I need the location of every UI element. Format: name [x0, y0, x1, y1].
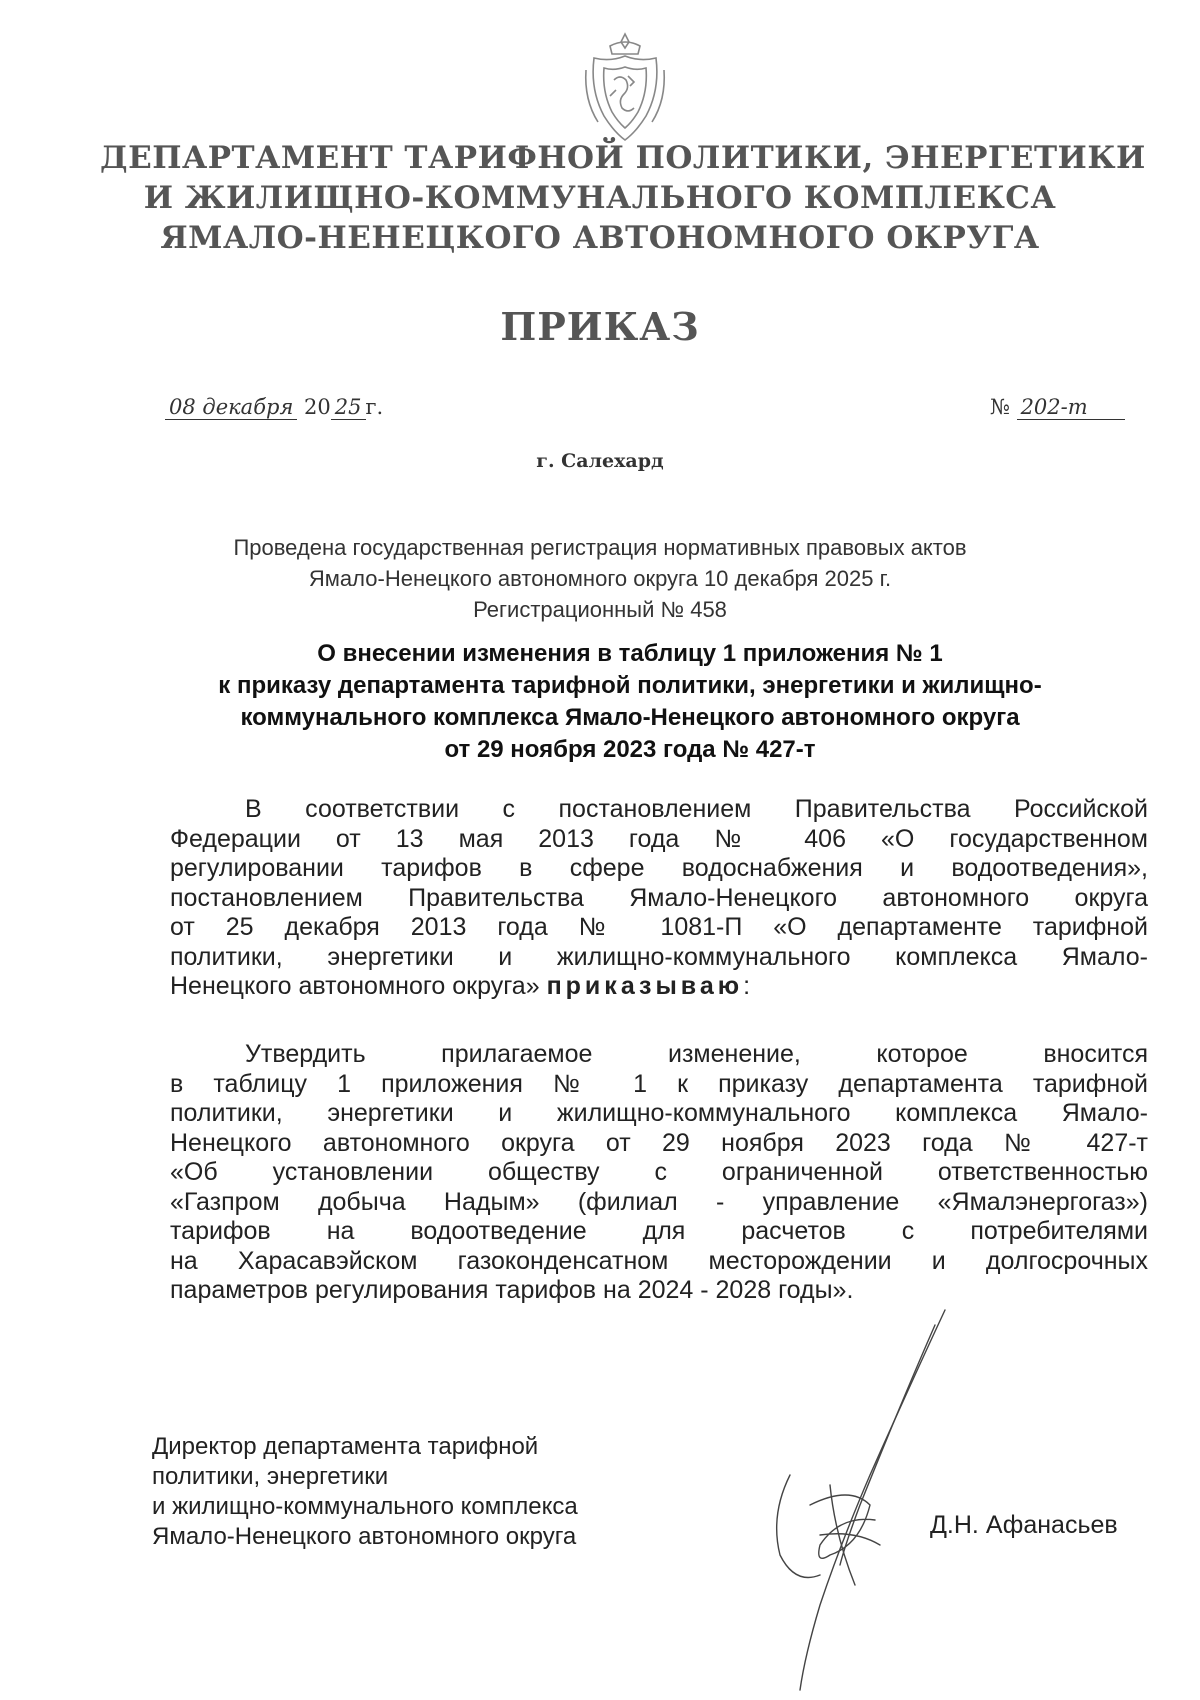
preamble-line: постановлением Правительства Ямало-Ненецкого автономного округа: [170, 883, 1148, 912]
department-name-line-3: ЯМАЛО-НЕНЕЦКОГО АВТОНОМНОГО ОКРУГА: [160, 220, 1040, 256]
colon: :: [743, 972, 751, 1000]
preamble-line: регулировании тарифов в сфере водоснабжения и водоотведения»,: [170, 854, 1148, 882]
signatory-position: [152, 1432, 578, 1552]
handwritten-year: 25: [331, 395, 366, 420]
decision-line: политики, энергетики и жилищно-коммунального комплекса Ямало-: [170, 1099, 1148, 1127]
decision-line: на Харасавэйском газоконденсатном месторождении и долгосрочных: [170, 1246, 1148, 1275]
decision-line: в таблицу 1 приложения № 1 к приказу департамента тарифной: [170, 1069, 1148, 1098]
handwritten-number: 202-т: [1017, 395, 1125, 420]
preamble-paragraph: [170, 795, 1148, 1002]
decision-line: «Газпром добыча Надым» (филиал - управление «Ямалэнергогаз»): [170, 1187, 1148, 1216]
position-line: Ямало-Ненецкого автономного округа: [152, 1523, 577, 1550]
position-line: и жилищно-коммунального комплекса: [152, 1493, 578, 1520]
year-prefix: 20: [304, 395, 331, 419]
decision-line: Ненецкого автономного округа от 29 ноября 2023 года № 427-т: [170, 1128, 1148, 1157]
signer-name: Д.Н. Афанасьев: [930, 1511, 1118, 1539]
decision-line: параметров регулирования тарифов на 2024 - 2028 годы».: [170, 1276, 854, 1304]
position-line: политики, энергетики: [152, 1463, 389, 1490]
coat-of-arms-emblem-icon: [580, 30, 670, 145]
decision-line: Утвердить прилагаемое изменение, которое вносится: [245, 1040, 1148, 1068]
order-date: [165, 395, 383, 420]
position-line: Директор департамента тарифной: [152, 1433, 539, 1460]
registration-line-2: Ямало-Ненецкого автономного округа 10 декабря 2025 г.: [308, 566, 892, 591]
decision-line: «Об установлении обществу с ограниченной ответственностью: [170, 1158, 1148, 1186]
department-name-line-2: И ЖИЛИЩНО-КОММУНАЛЬНОГО КОМПЛЕКСА: [143, 180, 1057, 216]
number-prefix: №: [990, 395, 1010, 419]
decision-paragraph: [170, 1040, 1148, 1306]
document-type-title: ПРИКАЗ: [500, 304, 700, 349]
registration-line-3: Регистрационный № 458: [473, 597, 727, 622]
preamble-last-text: Ненецкого автономного округа»: [170, 972, 540, 1000]
handwritten-date: 08 декабря: [165, 395, 297, 420]
registration-line-1: Проведена государственная регистрация нормативных правовых актов: [233, 535, 967, 560]
preamble-line: В соответствии с постановлением Правительства Российской: [245, 795, 1148, 823]
order-title-line-2: к приказу департамента тарифной политики, энергетики и жилищно-: [218, 672, 1042, 699]
order-number: [990, 395, 1125, 420]
city: г. Салехард: [536, 450, 664, 472]
preamble-line: от 25 декабря 2013 года № 1081-П «О департаменте тарифной: [170, 913, 1148, 941]
preamble-line: Федерации от 13 мая 2013 года № 406 «О государственном: [170, 824, 1148, 853]
handwritten-signature: [760, 1305, 960, 1695]
order-title-line-1: О внесении изменения в таблицу 1 приложения № 1: [317, 640, 943, 667]
decision-line: тарифов на водоотведение для расчетов с потребителями: [170, 1217, 1148, 1245]
department-name-line-1: ДЕПАРТАМЕНТ ТАРИФНОЙ ПОЛИТИКИ, ЭНЕРГЕТИКИ: [100, 140, 1146, 176]
order-verb: приказываю: [546, 972, 744, 1000]
order-title-line-4: от 29 ноября 2023 года № 427-т: [444, 736, 816, 763]
order-title-line-3: коммунального комплекса Ямало-Ненецкого автономного округа: [240, 704, 1020, 731]
year-suffix: г.: [365, 395, 384, 419]
preamble-last-line: [170, 972, 1148, 1002]
preamble-line: политики, энергетики и жилищно-коммунального комплекса Ямало-: [170, 942, 1148, 971]
